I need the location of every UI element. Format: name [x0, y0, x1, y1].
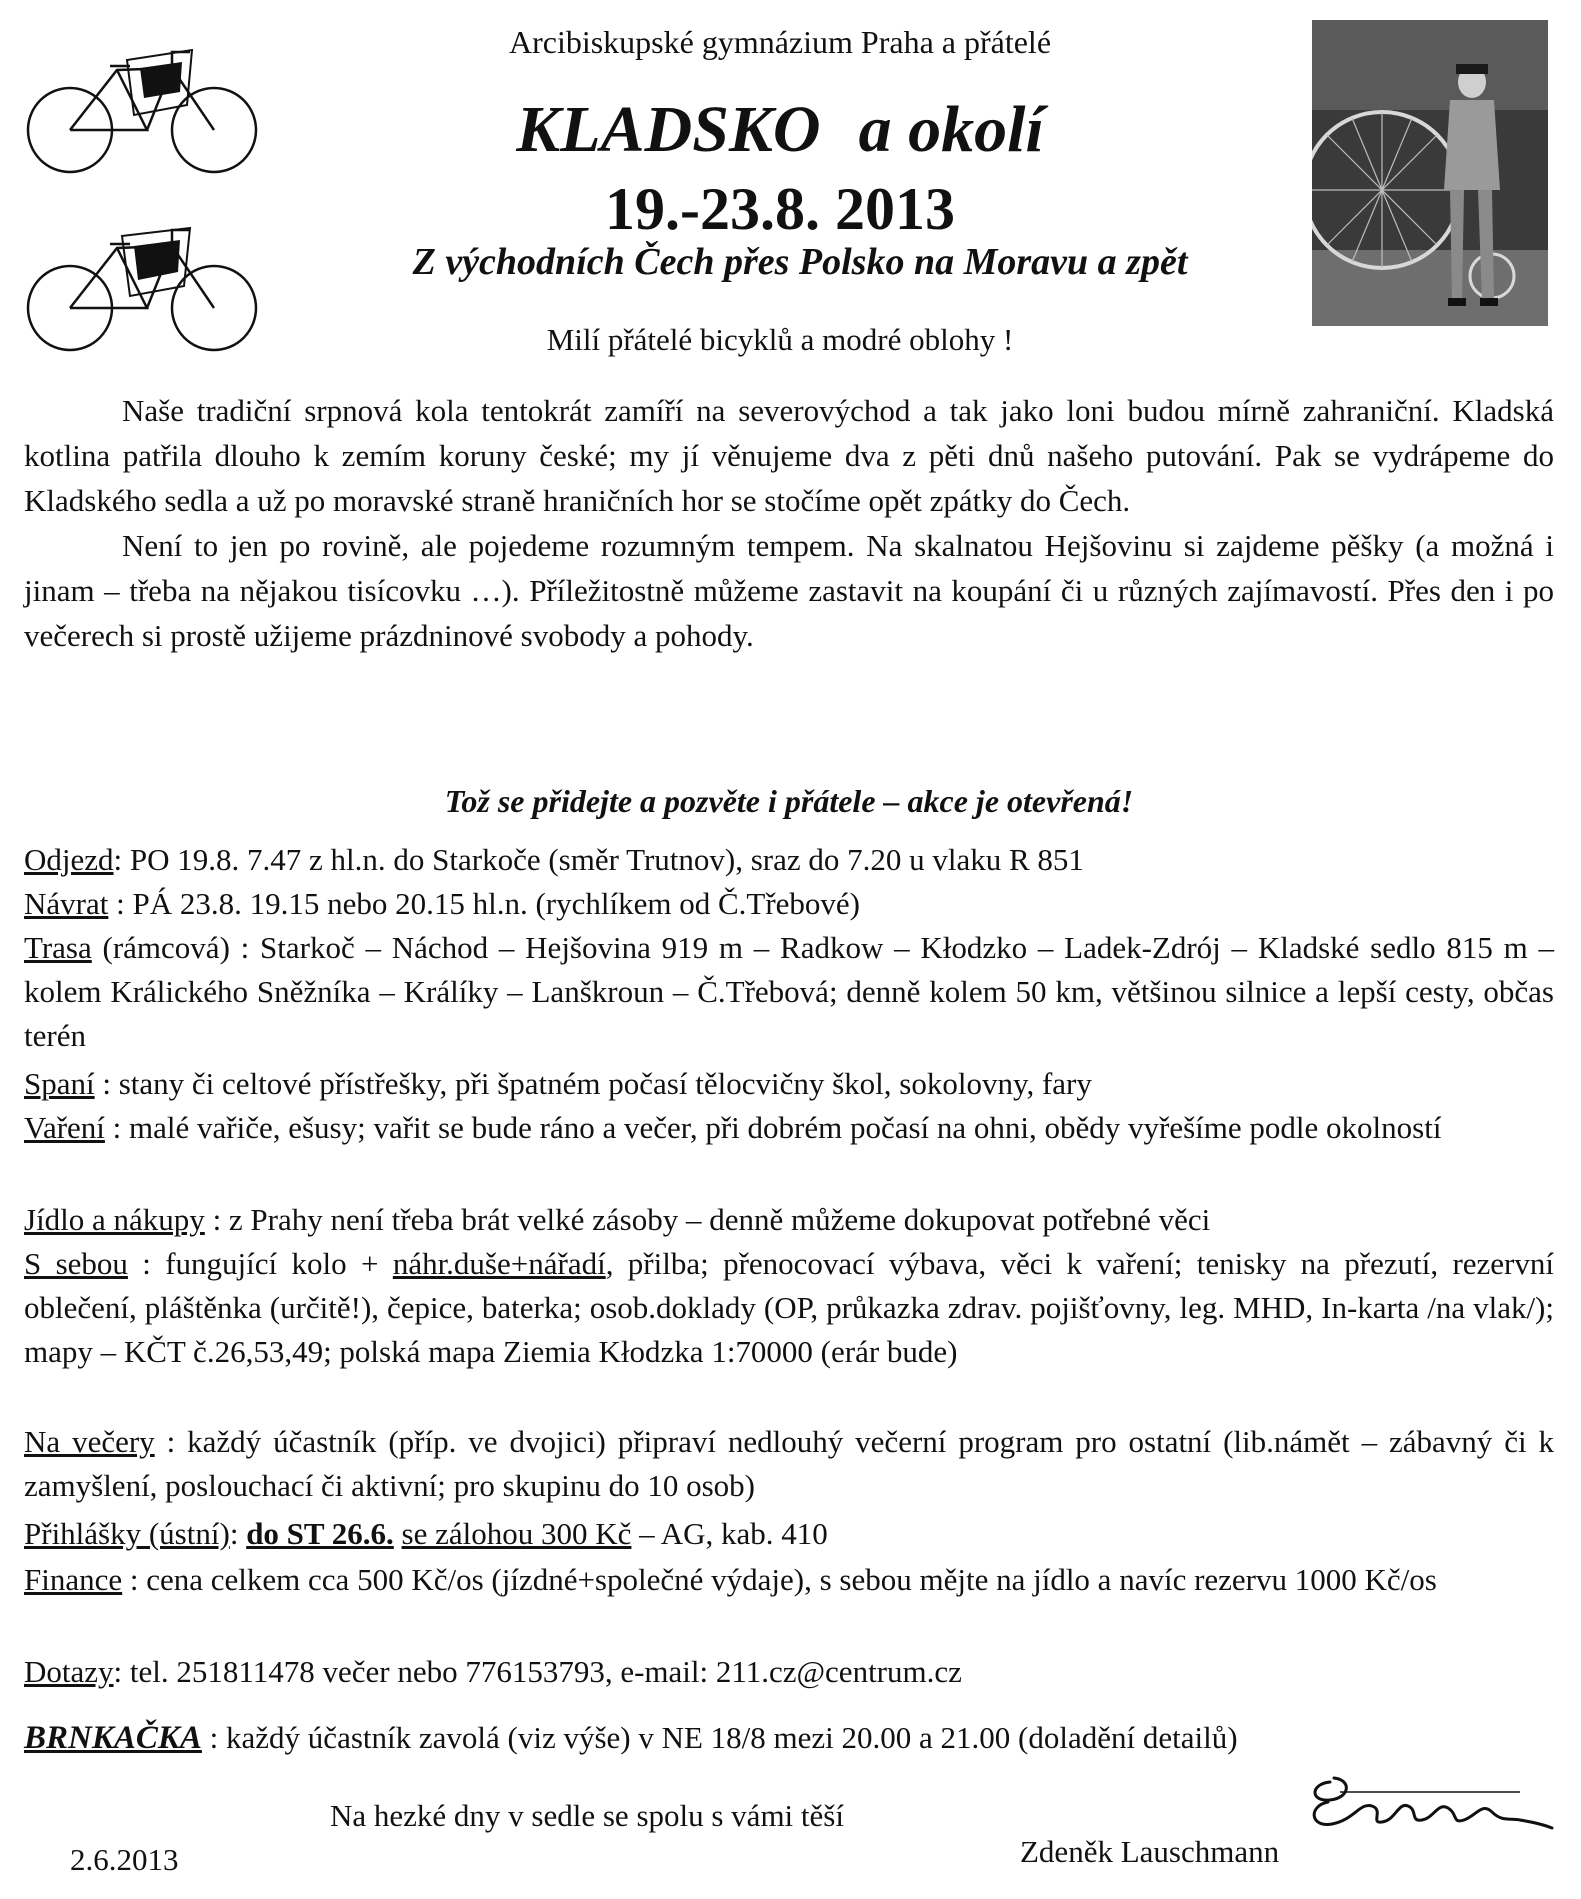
organization-name: Arcibiskupské gymnázium Praha a přátelé [508, 24, 1052, 60]
intro-text [24, 388, 1554, 658]
questions-label: Dotazy [24, 1654, 114, 1689]
call-reminder [24, 1720, 1564, 1757]
bicycle-drawing-bottom [22, 208, 262, 358]
detail-sleeping [24, 1062, 1554, 1106]
sleeping-label: Spaní [24, 1066, 95, 1101]
detail-finance [24, 1558, 1554, 1602]
gear-spare-parts: náhr.duše+nářadí [392, 1246, 606, 1281]
bicycle-drawing-top [22, 30, 262, 180]
handwritten-signature [1300, 1762, 1560, 1854]
evenings-text: : každý účastník (příp. ve dvojici) připraví nedlouhý večerní program pro ostatní (lib.námět – zábavný či k zamyšlení, poslouchací či aktivní; pro skupinu do 10 osob) [24, 1424, 1555, 1503]
detail-route [24, 926, 1554, 1058]
document-date: 2.6.2013 [70, 1842, 179, 1877]
signup-deadline: do ST 26.6. [246, 1516, 394, 1551]
call-text: : každý účastník zavolá (viz výše) v NE 18/8 mezi 20.00 a 21.00 (doladění detailů) [201, 1720, 1238, 1755]
cooking-label: Vaření [24, 1110, 105, 1145]
cooking-text: : malé vařiče, ešusy; vařit se bude ráno a večer, při dobrém počasí na ohni, obědy vyřešíme podle okolností [104, 1110, 1442, 1145]
return-label: Návrat [24, 886, 109, 921]
title-kladsko: KLADSKO [516, 93, 821, 166]
detail-evenings [24, 1420, 1554, 1508]
author-name: Zdeněk Lauschmann [1020, 1834, 1280, 1869]
detail-signup [24, 1512, 1554, 1556]
route-sublabel: (rámcová) : [91, 930, 250, 965]
slogan: Tož se přidejte a pozvěte i přátele – akce je otevřená! [444, 783, 1134, 819]
gear-text-start: : fungující kolo + [127, 1246, 393, 1281]
detail-food [24, 1198, 1554, 1242]
greeting: Milí přátelé bicyklů a modré oblohy ! [546, 322, 1014, 357]
detail-gear [24, 1242, 1554, 1374]
gear-label: S sebou [24, 1246, 128, 1281]
finance-text: : cena celkem cca 500 Kč/os (jízdné+společné výdaje), s sebou mějte na jídlo a navíc rezervu 1000 Kč/os [122, 1562, 1437, 1597]
signup-colon: : [229, 1516, 247, 1551]
signup-label: Přihlášky (ústní) [24, 1516, 230, 1551]
signup-place: – AG, kab. 410 [631, 1516, 828, 1551]
page-title [360, 92, 1200, 168]
detail-cooking [24, 1106, 1554, 1150]
food-label: Jídlo a nákupy [24, 1202, 205, 1237]
gear-text-rest: , přilba; přenocovací výbava, věci k vaření; tenisky na přezutí, rezervní oblečení, pláštěnka (určitě!), čepice, baterka; osob.doklady (OP, průkazka zdrav. pojišťovny, leg. MHD, In-karta /na vlak/); mapy – KČT č.26,53,49; polská mapa Ziemia Kłodzka 1:70000 (erár bude) [24, 1246, 1554, 1369]
detail-departure [24, 838, 1554, 882]
page-subtitle: Z východních Čech přes Polsko na Moravu a zpět [412, 241, 1188, 283]
signup-deposit: se zálohou 300 Kč [401, 1516, 632, 1551]
route-text: Starkoč – Náchod – Hejšovina 919 m – Radkow – Kłodzko – Ladek-Zdrój – Kladské sedlo 815 m – kolem Králického Sněžníka – Králíky – Lanškroun – Č.Třebová; denně kolem 50 km, většinou silnice a lepší cesty, občas terén [24, 930, 1554, 1053]
detail-questions [24, 1650, 1554, 1694]
return-text: : PÁ 23.8. 19.15 nebo 20.15 hl.n. (rychlíkem od Č.Třebové) [108, 886, 860, 921]
event-dates: 19.-23.8. 2013 [605, 176, 955, 242]
sleeping-text: : stany či celtové přístřešky, při špatném počasí tělocvičny škol, sokolovny, fary [94, 1066, 1092, 1101]
call-label: BRNKAČKA [24, 1720, 202, 1756]
food-text: : z Prahy není třeba brát velké zásoby – denně můžeme dokupovat potřebné věci [204, 1202, 1211, 1237]
vintage-cyclist-photo [1312, 20, 1548, 326]
departure-text: : PO 19.8. 7.47 z hl.n. do Starkoče (směr Trutnov), sraz do 7.20 u vlaku R 851 [113, 842, 1084, 877]
title-a-okoli: a okolí [858, 93, 1044, 166]
closing-line: Na hezké dny v sedle se spolu s vámi těší [330, 1798, 844, 1833]
intro-paragraph-2: Není to jen po rovině, ale pojedeme rozumným tempem. Na skalnatou Hejšovinu si zajdeme pěšky (a možná i jinam – třeba na nějakou tisícovku …). Příležitostně můžeme zastavit na koupání či u různých zajímavostí. Přes den i po večerech si prostě užijeme prázdninové svobody a pohody. [24, 528, 1554, 653]
route-label: Trasa [24, 930, 92, 965]
departure-label: Odjezd [24, 842, 114, 877]
questions-text: : tel. 251811478 večer nebo 776153793, e-mail: 211.cz@centrum.cz [113, 1654, 962, 1689]
finance-label: Finance [24, 1562, 123, 1597]
evenings-label: Na večery [24, 1424, 155, 1459]
intro-paragraph-1: Naše tradiční srpnová kola tentokrát zamíří na severovýchod a tak jako loni budou mírně zahraniční. Kladská kotlina patřila dlouho k zemím koruny české; my jí věnujeme dva z pěti dnů našeho putování. Pak se vydrápeme do Kladského sedla a už po moravské straně hraničních hor se stočíme opět zpátky do Čech. [24, 393, 1554, 518]
detail-return [24, 882, 1554, 926]
